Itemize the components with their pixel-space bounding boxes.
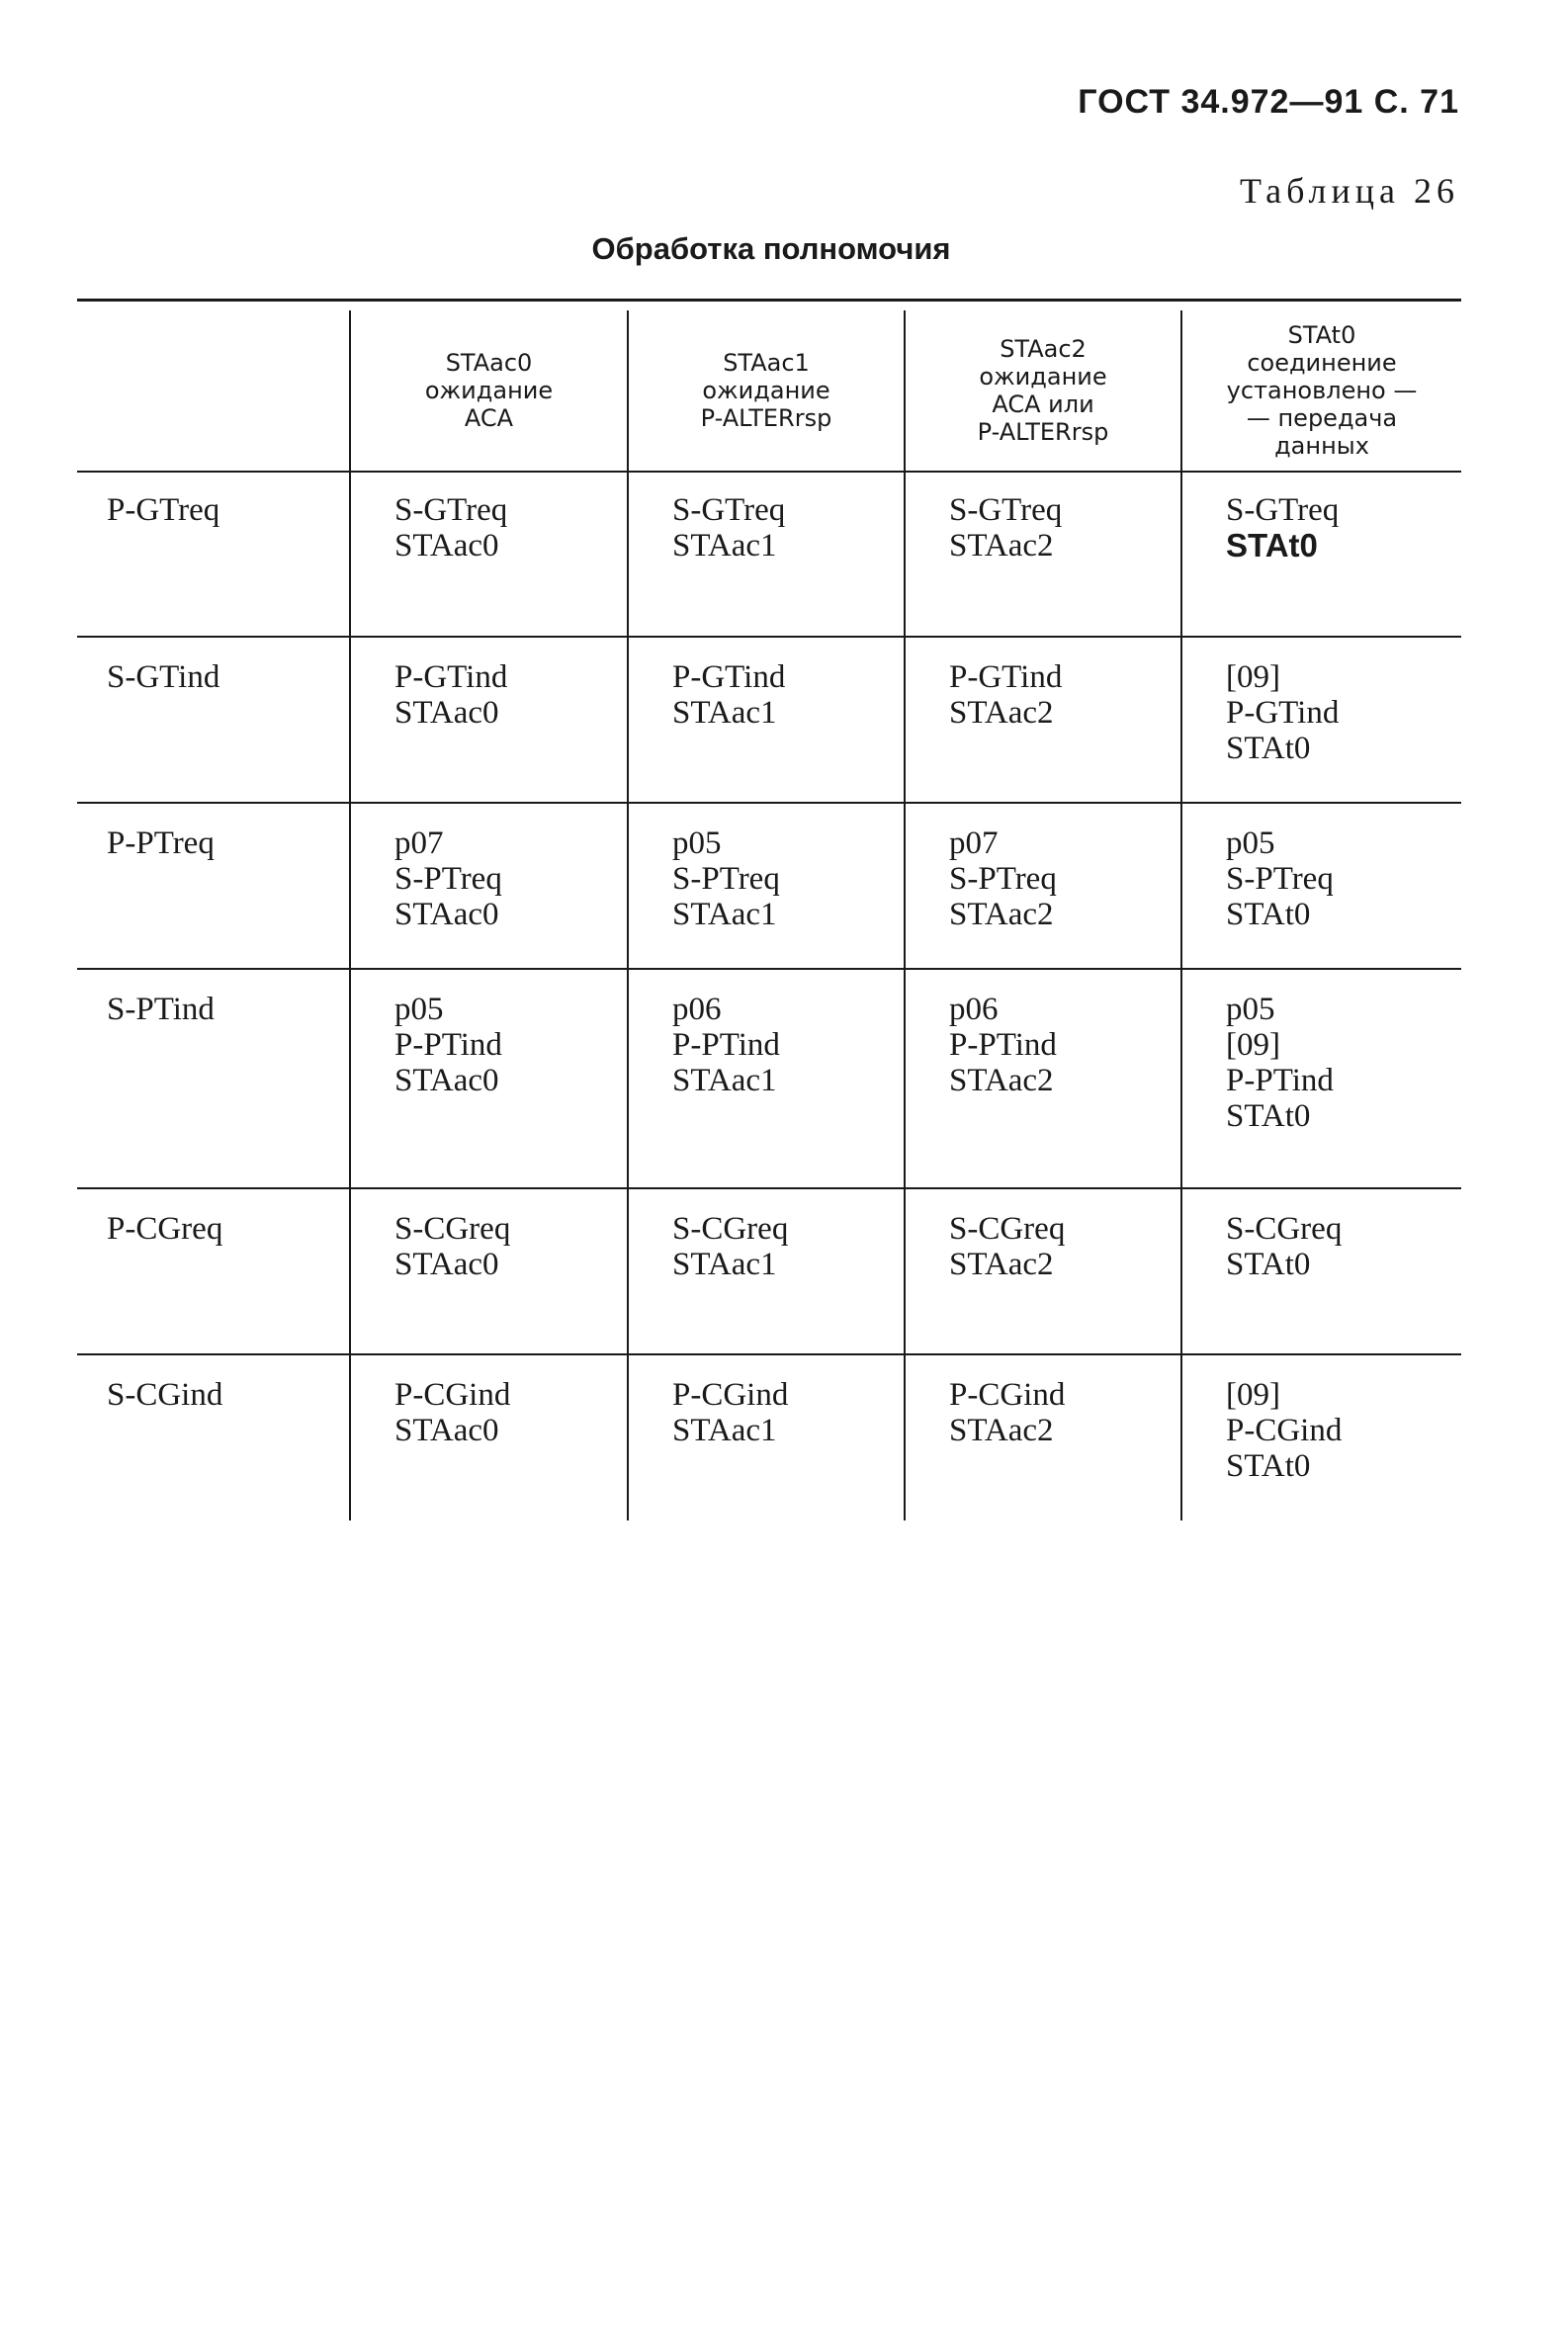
table-cell bbox=[1181, 637, 1461, 803]
cell-text: p05 P-PTind STAac0 bbox=[394, 992, 502, 1098]
table-number: Таблица 26 bbox=[1240, 171, 1459, 211]
row-label-text: S-GTind bbox=[107, 659, 220, 695]
cell-text: p06 P-PTind STAac1 bbox=[672, 992, 780, 1098]
table-cell bbox=[905, 637, 1181, 803]
row-label-text: P-GTreq bbox=[107, 492, 220, 528]
cell-text bbox=[1182, 471, 1461, 564]
table-cell bbox=[905, 471, 1181, 637]
table-row bbox=[77, 637, 1461, 803]
cell-text: P-GTind STAac1 bbox=[672, 659, 786, 731]
cell-text: p06 P-PTind STAac2 bbox=[949, 992, 1057, 1098]
cell-text: S-CGreq STAt0 bbox=[1226, 1211, 1343, 1282]
cell-text: [09] P-GTind STAt0 bbox=[1226, 659, 1340, 766]
table-row bbox=[77, 803, 1461, 969]
cell-text: S-GTreq STAac2 bbox=[949, 492, 1063, 564]
table-cell bbox=[905, 1188, 1181, 1354]
table-cell bbox=[1181, 803, 1461, 969]
table-cell bbox=[1181, 1188, 1461, 1354]
table-row bbox=[77, 969, 1461, 1188]
table-cell bbox=[628, 471, 905, 637]
cell-text: p07 S-PTreq STAac2 bbox=[949, 825, 1057, 932]
cell-text: S-CGreq STAac1 bbox=[672, 1211, 789, 1282]
header-cell-staac0: STAac0 ожидание ACA bbox=[350, 310, 628, 471]
table-cell bbox=[350, 1188, 628, 1354]
cell-text: p07 S-PTreq STAac0 bbox=[394, 825, 502, 932]
table-cell bbox=[628, 1354, 905, 1520]
row-label-text: S-CGind bbox=[107, 1377, 223, 1413]
table-cell bbox=[350, 1354, 628, 1520]
header-cell-event bbox=[77, 310, 350, 471]
header-cell-stat0: STAt0 соединение установлено — — передача данных bbox=[1181, 310, 1461, 471]
cell-text: P-CGind STAac0 bbox=[394, 1377, 511, 1448]
cell-text: P-CGind STAac1 bbox=[672, 1377, 789, 1448]
cell-text: p05 S-PTreq STAt0 bbox=[1226, 825, 1334, 932]
cell-text: S-GTreq STAac1 bbox=[672, 492, 786, 564]
cell-text: S-CGreq STAac2 bbox=[949, 1211, 1066, 1282]
page-reference: ГОСТ 34.972—91 С. 71 bbox=[1078, 83, 1459, 121]
table-cell bbox=[628, 637, 905, 803]
authority-processing-table bbox=[77, 310, 1461, 1520]
cell-line: S-GTreq bbox=[1226, 492, 1340, 528]
row-label-text: P-PTreq bbox=[107, 825, 215, 861]
table-cell bbox=[628, 803, 905, 969]
cell-text: p05 [09] P-PTind STAt0 bbox=[1226, 992, 1334, 1134]
cell-line-bold: STAt0 bbox=[1226, 527, 1318, 564]
header-cell-staac2: STAac2 ожидание ACA или P-ALTERrsp bbox=[905, 310, 1181, 471]
table-cell bbox=[1181, 1354, 1461, 1520]
row-label bbox=[77, 969, 350, 1188]
table-top-rule bbox=[77, 299, 1461, 302]
table-cell bbox=[350, 969, 628, 1188]
table-cell bbox=[628, 969, 905, 1188]
table-title: Обработка полномочия bbox=[591, 231, 951, 266]
cell-text: S-CGreq STAac0 bbox=[394, 1211, 511, 1282]
row-label bbox=[77, 1188, 350, 1354]
table-cell bbox=[350, 471, 628, 637]
cell-text: p05 S-PTreq STAac1 bbox=[672, 825, 780, 932]
table-cell bbox=[1181, 471, 1461, 637]
table-cell bbox=[350, 803, 628, 969]
table-row bbox=[77, 471, 1461, 637]
table-cell bbox=[628, 1188, 905, 1354]
header-cell-staac1: STAac1 ожидание P-ALTERrsp bbox=[628, 310, 905, 471]
row-label-text: S-PTind bbox=[107, 992, 215, 1027]
table-cell bbox=[350, 637, 628, 803]
cell-text: [09] P-CGind STAt0 bbox=[1226, 1377, 1343, 1484]
cell-text: P-GTind STAac0 bbox=[394, 659, 508, 731]
table-cell bbox=[905, 803, 1181, 969]
row-label-text: P-CGreq bbox=[107, 1211, 223, 1247]
table-cell bbox=[1181, 969, 1461, 1188]
row-label bbox=[77, 803, 350, 969]
table-cell bbox=[905, 969, 1181, 1188]
row-label bbox=[77, 471, 350, 637]
row-label bbox=[77, 637, 350, 803]
cell-text: P-GTind STAac2 bbox=[949, 659, 1063, 731]
cell-text: P-CGind STAac2 bbox=[949, 1377, 1066, 1448]
table-header-row bbox=[77, 310, 1461, 471]
table-row bbox=[77, 1354, 1461, 1520]
table-cell bbox=[905, 1354, 1181, 1520]
cell-text: S-GTreq STAac0 bbox=[394, 492, 508, 564]
table-row bbox=[77, 1188, 1461, 1354]
row-label bbox=[77, 1354, 350, 1520]
